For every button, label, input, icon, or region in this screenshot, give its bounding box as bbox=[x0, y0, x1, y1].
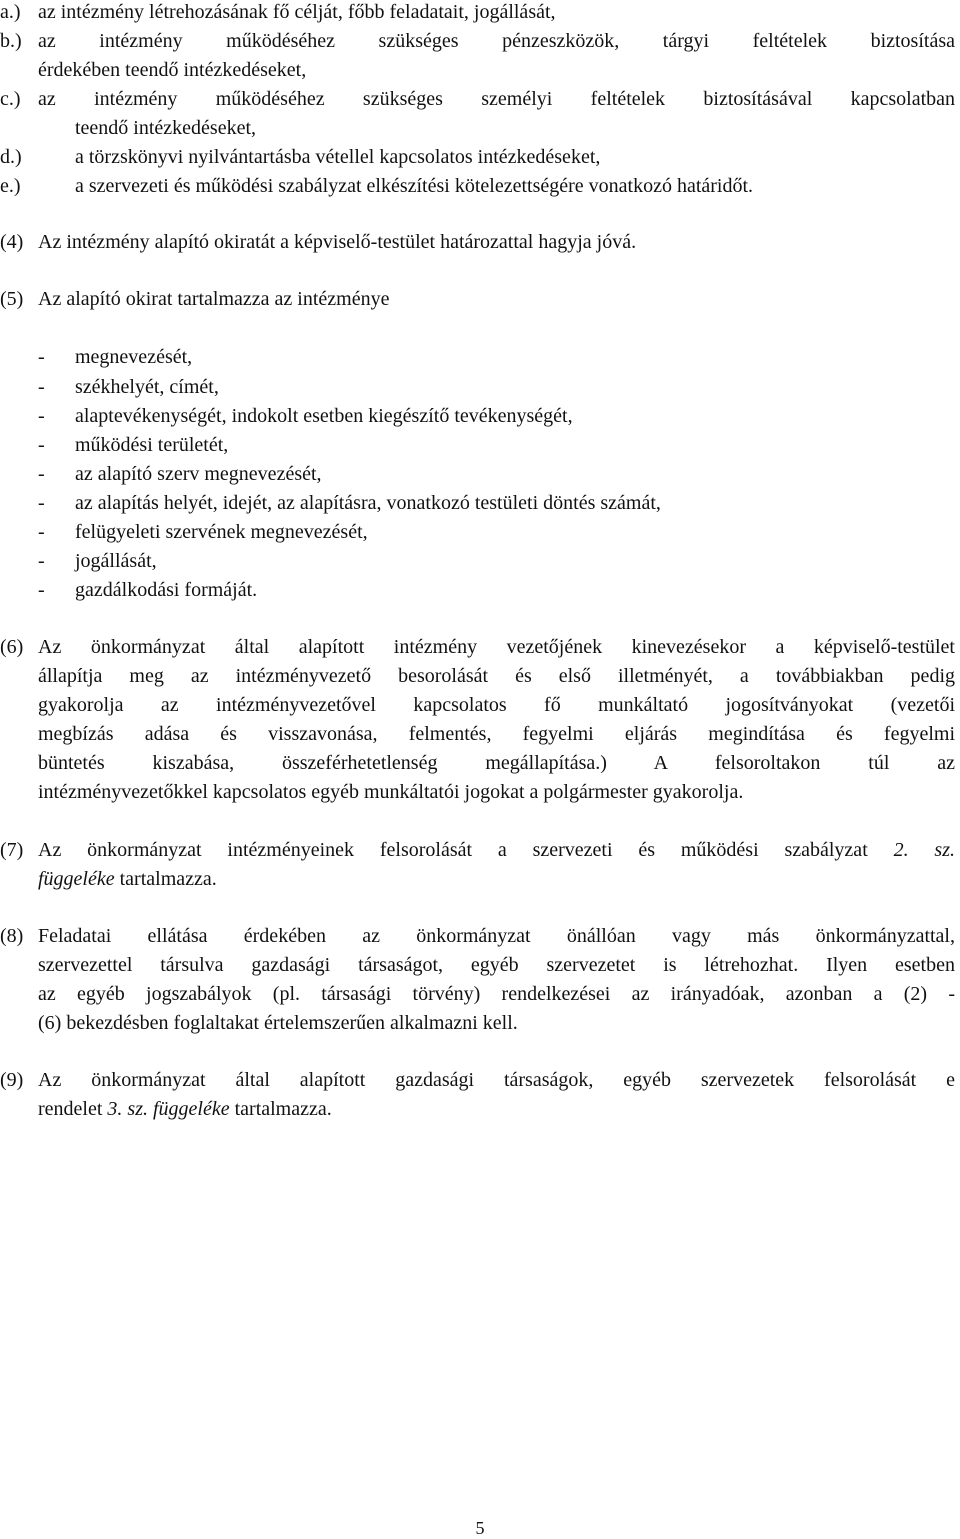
para-9-reference: 3. sz. függeléke bbox=[107, 1098, 230, 1120]
bullet-dash: - bbox=[38, 579, 45, 601]
para-7-label: (7) bbox=[0, 839, 24, 861]
list-item-b-cont: érdekében teendő intézkedéseket, bbox=[38, 59, 307, 81]
para-7-line-1 bbox=[38, 838, 955, 862]
list-label-b: b.) bbox=[0, 30, 22, 52]
para-8-label: (8) bbox=[0, 925, 24, 947]
para-6-line: megbízás adása és visszavonása, felmentés, fegyelmi eljárás megindítása és fegyelmi bbox=[38, 723, 955, 745]
page-number: 5 bbox=[475, 1518, 485, 1538]
list-item-e: a szervezeti és működési szabályzat elkészítési kötelezettségére vonatkozó határidőt. bbox=[75, 175, 754, 197]
para-5-item: működési területét, bbox=[75, 434, 229, 456]
bullet-dash: - bbox=[38, 521, 45, 543]
list-item-c-cont: teendő intézkedéseket, bbox=[75, 117, 257, 139]
para-5-item: jogállását, bbox=[75, 550, 157, 572]
list-label-d: d.) bbox=[0, 146, 22, 168]
para-8-line: az egyéb jogszabályok (pl. társasági törvény) rendelkezései az irányadóak, azonban a (2) - bbox=[38, 983, 955, 1005]
list-item-c: az intézmény működéséhez szükséges személyi feltételek biztosításával kapcsolatban bbox=[38, 88, 955, 110]
bullet-dash: - bbox=[38, 434, 45, 456]
list-label-a: a.) bbox=[0, 1, 21, 23]
para-6-line: Az önkormányzat által alapított intézmény vezetőjének kinevezésekor a képviselő-testület bbox=[38, 636, 955, 658]
para-5-item: gazdálkodási formáját. bbox=[75, 579, 258, 601]
para-5-item: alaptevékenységét, indokolt esetben kiegészítő tevékenységét, bbox=[75, 405, 573, 427]
para-7-reference: 2. sz. bbox=[893, 839, 955, 861]
para-9-tail: tartalmazza. bbox=[234, 1098, 332, 1120]
para-7-line-2 bbox=[38, 867, 217, 891]
para-9-line-2 bbox=[38, 1097, 332, 1121]
para-7-tail: tartalmazza. bbox=[119, 868, 217, 890]
para-7-text: Az önkormányzat intézményeinek felsorolását a szervezeti és működési szabályzat bbox=[38, 839, 868, 861]
para-5-text: Az alapító okirat tartalmazza az intézménye bbox=[38, 288, 390, 310]
list-item-d: a törzskönyvi nyilvántartásba vétellel kapcsolatos intézkedéseket, bbox=[75, 146, 601, 168]
para-5-item: megnevezését, bbox=[75, 346, 193, 368]
para-6-line: gyakorolja az intézményvezetővel kapcsolatos fő munkáltató jogosítványokat (vezetői bbox=[38, 694, 955, 716]
bullet-dash: - bbox=[38, 405, 45, 427]
para-5-label: (5) bbox=[0, 288, 24, 310]
para-4-label: (4) bbox=[0, 231, 24, 253]
para-7-reference-cont: függeléke bbox=[38, 868, 115, 890]
para-8-line: Feladatai ellátása érdekében az önkormányzat önállóan vagy más önkormányzattal, bbox=[38, 925, 955, 947]
bullet-dash: - bbox=[38, 376, 45, 398]
bullet-dash: - bbox=[38, 463, 45, 485]
para-5-item: az alapító szerv megnevezését, bbox=[75, 463, 322, 485]
para-9-line-1: Az önkormányzat által alapított gazdasági társaságok, egyéb szervezetek felsorolását e bbox=[38, 1069, 955, 1091]
list-item-a: az intézmény létrehozásának fő célját, főbb feladatait, jogállását, bbox=[38, 1, 556, 23]
para-6-line: büntetés kiszabása, összeférhetetlenség megállapítása.) A felsoroltakon túl az bbox=[38, 752, 955, 774]
list-label-c: c.) bbox=[0, 88, 21, 110]
para-9-label: (9) bbox=[0, 1069, 24, 1091]
bullet-dash: - bbox=[38, 492, 45, 514]
para-6-line: intézményvezetőkkel kapcsolatos egyéb munkáltatói jogokat a polgármester gyakorolja. bbox=[38, 781, 744, 803]
para-8-line: szervezettel társulva gazdasági társaságot, egyéb szervezetet is létrehozhat. Ilyen esetben bbox=[38, 954, 955, 976]
para-5-item: felügyeleti szervének megnevezését, bbox=[75, 521, 368, 543]
bullet-dash: - bbox=[38, 346, 45, 368]
bullet-dash: - bbox=[38, 550, 45, 572]
list-item-b: az intézmény működéséhez szükséges pénzeszközök, tárgyi feltételek biztosítása bbox=[38, 30, 955, 52]
para-8-line: (6) bekezdésben foglaltakat értelemszerűen alkalmazni kell. bbox=[38, 1012, 518, 1034]
list-label-e: e.) bbox=[0, 175, 21, 197]
para-4-text: Az intézmény alapító okiratát a képviselő-testület határozattal hagyja jóvá. bbox=[38, 231, 637, 253]
para-6-label: (6) bbox=[0, 636, 24, 658]
para-5-item: székhelyét, címét, bbox=[75, 376, 219, 398]
para-5-item: az alapítás helyét, idejét, az alapításra, vonatkozó testületi döntés számát, bbox=[75, 492, 661, 514]
para-6-line: állapítja meg az intézményvezető besorolását és első illetményét, a továbbiakban pedig bbox=[38, 665, 955, 687]
para-9-pre: rendelet bbox=[38, 1098, 103, 1120]
